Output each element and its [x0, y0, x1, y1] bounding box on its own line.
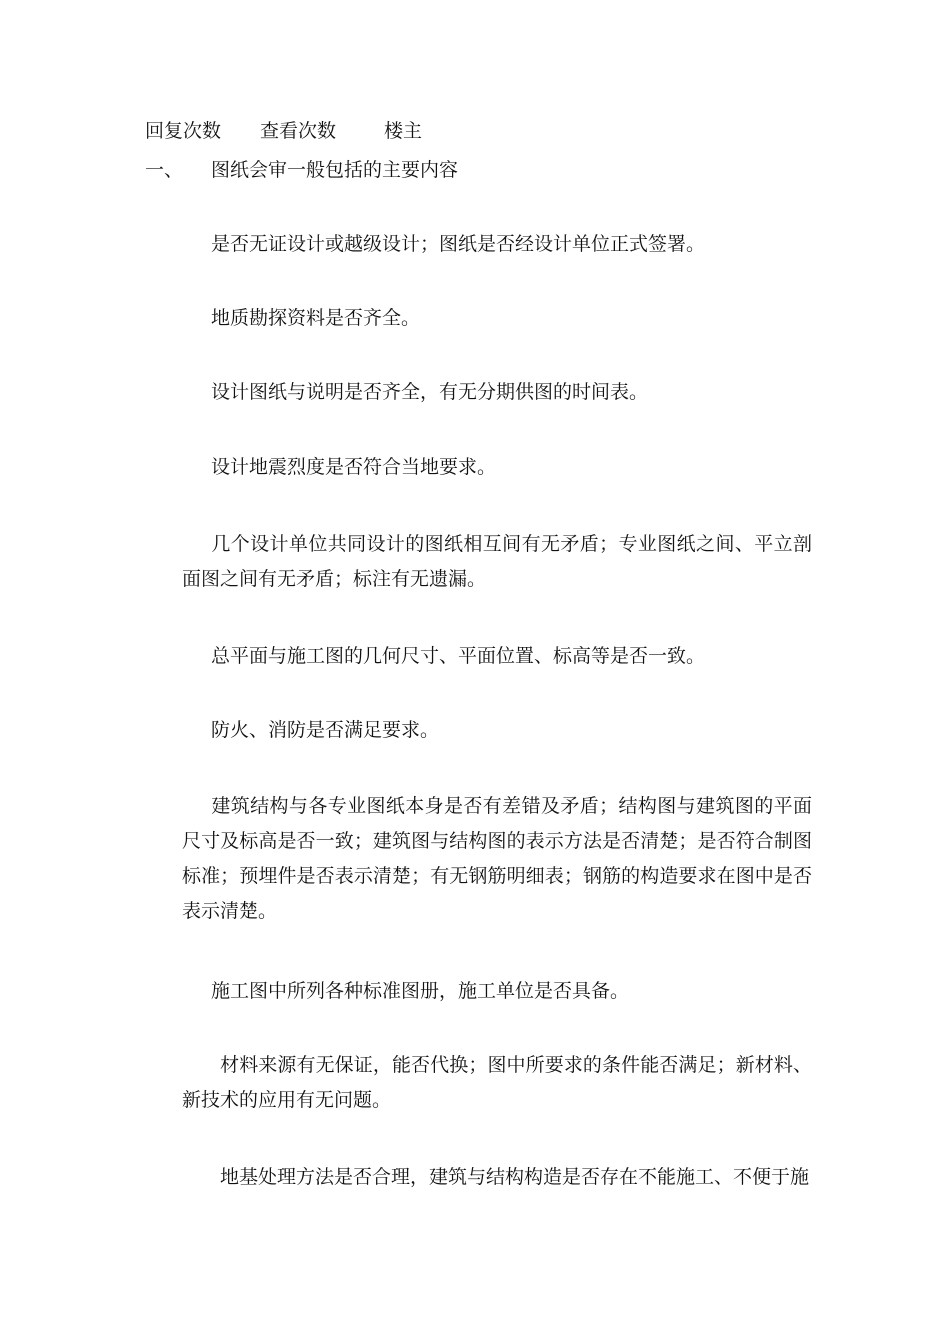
item-text: 设计地震烈度是否符合当地要求。 — [211, 456, 497, 478]
list-item — [182, 227, 812, 262]
item-text: 几个设计单位共同设计的图纸相互间有无矛盾；专业图纸之间、平立剖面图之间有无矛盾；标注有无遗漏。 — [182, 533, 812, 590]
item-text: 是否无证设计或越级设计；图纸是否经设计单位正式签署。 — [211, 233, 706, 255]
list-item — [182, 974, 812, 1009]
list-item — [182, 639, 812, 674]
item-text: 地基处理方法是否合理，建筑与结构构造是否存在不能施工、不便于施 — [220, 1166, 810, 1188]
item-text: 建筑结构与各专业图纸本身是否有差错及矛盾；结构图与建筑图的平面尺寸及标高是否一致；建筑图与结构图的表示方法是否清楚；是否符合制图标准；预埋件是否表示清楚；有无钢筋明细表；钢筋的构造要求在图中是否表示清楚。 — [182, 795, 812, 922]
item-text: 防火、消防是否满足要求。 — [211, 719, 440, 741]
section-title: 图纸会审一般包括的主要内容 — [211, 159, 459, 181]
view-count-label: 查看次数 — [260, 120, 337, 142]
item-text: 总平面与施工图的几何尺寸、平面位置、标高等是否一致。 — [211, 645, 706, 667]
list-item — [182, 1160, 812, 1195]
list-item — [182, 375, 812, 410]
item-text: 地质勘探资料是否齐全。 — [211, 307, 421, 329]
section-heading — [145, 153, 458, 187]
list-item — [182, 527, 812, 597]
list-item — [182, 450, 812, 485]
author-label: 楼主 — [384, 120, 423, 142]
list-item — [182, 789, 812, 929]
post-meta-row — [145, 114, 422, 148]
item-text: 设计图纸与说明是否齐全，有无分期供图的时间表。 — [211, 381, 649, 403]
reply-count-label: 回复次数 — [145, 120, 222, 142]
section-number: 一、 — [145, 159, 184, 181]
list-item — [182, 301, 812, 336]
list-item — [182, 1048, 812, 1118]
item-text: 施工图中所列各种标准图册，施工单位是否具备。 — [211, 980, 630, 1002]
list-item — [182, 713, 812, 748]
item-text: 材料来源有无保证，能否代换；图中所要求的条件能否满足；新材料、新技术的应用有无问题。 — [182, 1054, 812, 1111]
